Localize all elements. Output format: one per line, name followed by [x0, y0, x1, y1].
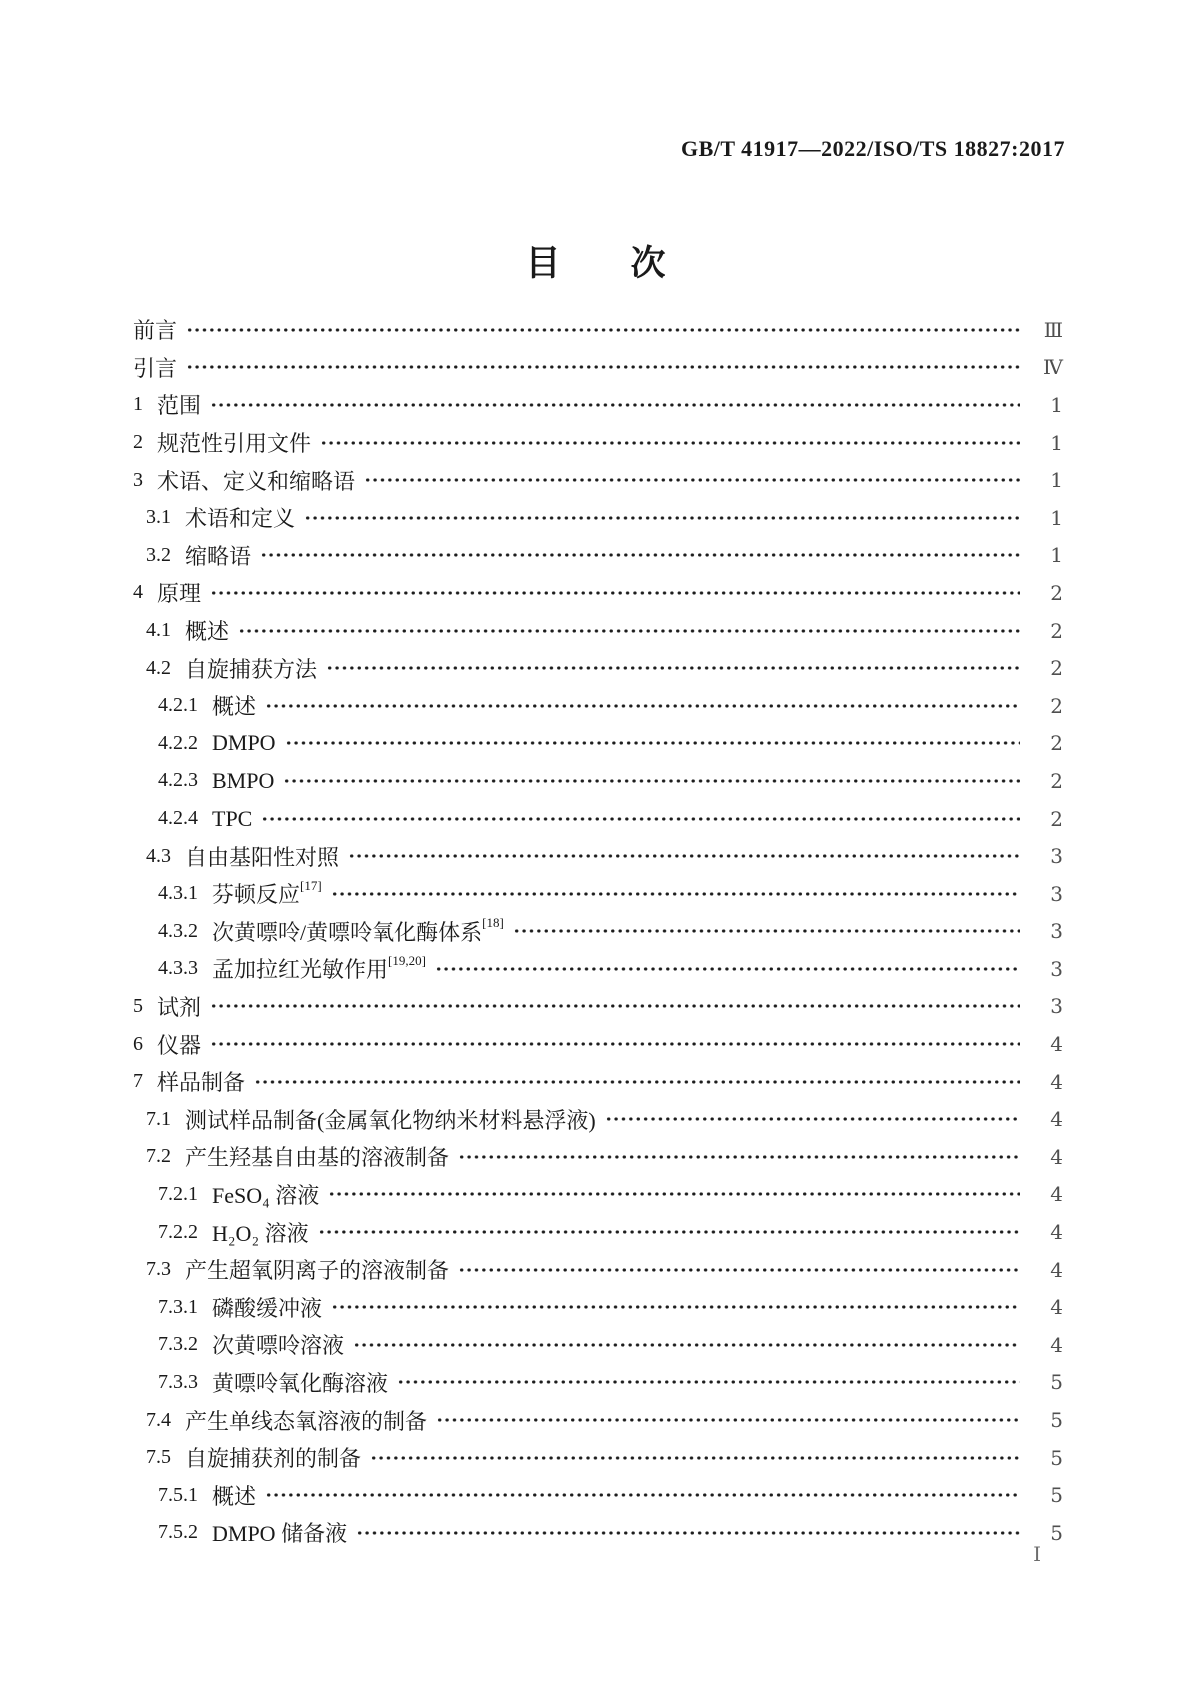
toc-entry-label: 规范性引用文件 — [157, 431, 312, 457]
toc-entry-number: 7.3 — [146, 1258, 171, 1281]
dot-leader — [254, 1079, 1020, 1085]
toc-entry-page: 2 — [1050, 731, 1063, 756]
dot-leader — [328, 1191, 1020, 1197]
toc-entry-number: 4.1 — [146, 619, 171, 642]
dot-leader — [364, 477, 1020, 483]
dot-leader — [210, 1003, 1020, 1009]
toc-entry — [133, 800, 1063, 838]
toc-entry-label: 自旋捕获剂的制备 — [185, 1446, 362, 1472]
footer-page-number: Ⅰ — [1033, 1542, 1041, 1566]
toc-entry-label: 前言 — [133, 318, 178, 344]
dot-leader — [210, 590, 1020, 596]
toc-entry-label: 产生单线态氧溶液的制备 — [185, 1408, 428, 1434]
dot-leader — [260, 552, 1020, 558]
toc-entry-label: 术语、定义和缩略语 — [157, 468, 356, 494]
toc-entry — [133, 762, 1063, 800]
toc-entry — [133, 687, 1063, 725]
toc-entry-label: 黄嘌呤氧化酶溶液 — [212, 1370, 389, 1396]
toc-entry-number: 7.5 — [146, 1446, 171, 1469]
toc-entry-number: 2 — [133, 431, 143, 454]
dot-leader — [320, 440, 1020, 446]
toc-entry-page: 4 — [1050, 1182, 1063, 1207]
toc-entry-number: 4.2.2 — [158, 731, 198, 754]
dot-leader — [238, 628, 1020, 634]
toc-entry-number: 4.3.3 — [158, 957, 198, 980]
dot-leader — [186, 364, 1020, 370]
toc-entry-page: 5 — [1050, 1483, 1063, 1508]
toc-entry-label: 样品制备 — [157, 1070, 246, 1096]
toc-entry — [133, 1364, 1063, 1402]
toc-entry-label: 次黄嘌呤/黄嘌呤氧化酶体系 — [212, 919, 483, 945]
page-title: 目 次 — [525, 244, 666, 283]
dot-leader — [436, 1417, 1020, 1423]
dot-leader — [285, 740, 1020, 746]
toc-entry-label: 引言 — [133, 355, 178, 381]
toc-entry-number: 7.5.1 — [158, 1483, 198, 1506]
toc-entry — [133, 649, 1063, 687]
toc-entry — [133, 499, 1063, 537]
toc-entry-label: 测试样品制备(金属氧化物纳米材料悬浮液) — [185, 1107, 596, 1133]
toc-entry-number: 4.3 — [146, 844, 171, 867]
toc-entry-label: 概述 — [212, 1483, 257, 1509]
toc-entry — [133, 1138, 1063, 1176]
toc-entry-page: 2 — [1050, 618, 1063, 643]
toc-entry-page: 3 — [1050, 919, 1063, 944]
toc-entry — [133, 424, 1063, 462]
dot-leader — [210, 402, 1020, 408]
toc-entry — [133, 1213, 1063, 1251]
toc-entry-label: 概述 — [212, 694, 257, 720]
toc-entry-label: 产生超氧阴离子的溶液制备 — [185, 1258, 450, 1284]
toc-entry-number: 4.2.3 — [158, 769, 198, 792]
doc-number: GB/T 41917—2022/ISO/TS 18827:2017 — [680, 136, 1065, 161]
toc-entry-label: 产生羟基自由基的溶液制备 — [185, 1145, 450, 1171]
toc-entry — [133, 913, 1063, 951]
toc-entry-number: 7.5.2 — [158, 1521, 198, 1544]
toc-entry-label: 术语和定义 — [185, 506, 296, 532]
toc-entry-page: 3 — [1050, 881, 1063, 906]
toc-entry-label: 次黄嘌呤溶液 — [212, 1333, 345, 1359]
toc-entry-page: 5 — [1050, 1370, 1063, 1395]
toc-entry-number: 7.2.2 — [158, 1220, 198, 1243]
toc-entry — [133, 1063, 1063, 1101]
dot-leader — [513, 928, 1020, 934]
toc-entry-label: 原理 — [157, 581, 202, 607]
toc-entry — [133, 875, 1063, 913]
toc-entry-page: 4 — [1050, 1220, 1063, 1245]
toc-entry-page: 1 — [1050, 505, 1063, 530]
toc-entry-page: Ⅲ — [1043, 317, 1063, 342]
toc-entry — [133, 1439, 1063, 1477]
toc-entry-superscript: [19,20] — [388, 952, 426, 968]
toc-entry-label: H₂O₂ 溶液 — [212, 1220, 309, 1246]
toc-entry-page: 2 — [1050, 656, 1063, 681]
toc-entry — [133, 349, 1063, 387]
toc-entry-number: 1 — [133, 393, 143, 416]
toc-entry — [133, 537, 1063, 575]
dot-leader — [210, 1041, 1020, 1047]
toc-entry-page: 2 — [1050, 806, 1063, 831]
toc-entry-page: 4 — [1050, 1332, 1063, 1357]
toc-entry-number: 5 — [133, 994, 143, 1017]
toc-entry-label: 磷酸缓冲液 — [212, 1295, 323, 1321]
toc-entry-superscript: [18] — [482, 915, 504, 931]
toc-entry-page: 4 — [1050, 1069, 1063, 1094]
toc-entry-number: 3 — [133, 468, 143, 491]
toc-entry-label: 自旋捕获方法 — [185, 656, 318, 682]
toc-entry-page: 5 — [1050, 1445, 1063, 1470]
dot-leader — [331, 1304, 1020, 1310]
toc-entry-label: 自由基阳性对照 — [185, 844, 340, 870]
dot-leader — [458, 1267, 1020, 1273]
toc-entry-number: 4 — [133, 581, 143, 604]
toc-entry-number: 4.2.4 — [158, 807, 198, 830]
toc-entry-label: 概述 — [185, 619, 230, 645]
toc-entry — [133, 1288, 1063, 1326]
dot-leader — [331, 891, 1020, 897]
toc-entry-number: 7.3.3 — [158, 1370, 198, 1393]
toc-entry — [133, 725, 1063, 763]
toc-entry — [133, 1514, 1063, 1552]
toc-entry — [133, 1401, 1063, 1439]
toc-list — [133, 311, 1063, 1552]
toc-entry-page: 4 — [1050, 1032, 1063, 1057]
dot-leader — [605, 1116, 1020, 1122]
toc-entry-number: 7.3.1 — [158, 1295, 198, 1318]
toc-entry-number: 7.2.1 — [158, 1182, 198, 1205]
toc-entry — [133, 461, 1063, 499]
toc-entry-page: Ⅳ — [1043, 355, 1063, 380]
toc-entry-page: 1 — [1050, 543, 1063, 568]
dot-leader — [353, 1342, 1020, 1348]
dot-leader — [370, 1455, 1020, 1461]
toc-entry — [133, 950, 1063, 988]
dot-leader — [356, 1530, 1020, 1536]
dot-leader — [348, 853, 1020, 859]
toc-entry-label: 缩略语 — [185, 543, 252, 569]
dot-leader — [318, 1229, 1020, 1235]
toc-entry-page: 1 — [1050, 392, 1063, 417]
toc-entry-page: 2 — [1050, 693, 1063, 718]
toc-entry-page: 4 — [1050, 1257, 1063, 1282]
toc-entry-label: DMPO 储备液 — [212, 1521, 348, 1547]
toc-entry-page: 5 — [1050, 1408, 1063, 1433]
toc-entry-number: 7.4 — [146, 1408, 171, 1431]
toc-entry-number: 6 — [133, 1032, 143, 1055]
toc-entry-page: 3 — [1050, 956, 1063, 981]
dot-leader — [458, 1154, 1020, 1160]
toc-entry-label: 芬顿反应 — [212, 882, 301, 908]
toc-entry-number: 7.2 — [146, 1145, 171, 1168]
toc-entry-page: 2 — [1050, 580, 1063, 605]
toc-entry — [133, 1100, 1063, 1138]
toc-entry-number: 4.2.1 — [158, 694, 198, 717]
toc-entry-number: 7.1 — [146, 1107, 171, 1130]
toc-entry — [133, 1251, 1063, 1289]
toc-entry — [133, 1025, 1063, 1063]
toc-entry — [133, 837, 1063, 875]
toc-entry — [133, 574, 1063, 612]
toc-entry-label: 范围 — [157, 393, 202, 419]
toc-entry-page: 4 — [1050, 1144, 1063, 1169]
dot-leader — [265, 1492, 1020, 1498]
dot-leader — [397, 1379, 1020, 1385]
toc-entry-page: 5 — [1050, 1520, 1063, 1545]
dot-leader — [326, 665, 1020, 671]
toc-entry-label: 孟加拉红光敏作用 — [212, 957, 389, 983]
toc-entry-page: 1 — [1050, 468, 1063, 493]
toc-entry-number: 7 — [133, 1070, 143, 1093]
dot-leader — [304, 515, 1020, 521]
toc-entry-number: 7.3.2 — [158, 1333, 198, 1356]
toc-entry-superscript: [17] — [300, 877, 322, 893]
toc-entry-label: DMPO — [212, 730, 276, 756]
dot-leader — [265, 703, 1020, 709]
dot-leader — [261, 816, 1020, 822]
toc-entry-label: 仪器 — [157, 1032, 202, 1058]
toc-entry — [133, 386, 1063, 424]
toc-entry — [133, 612, 1063, 650]
toc-entry-page: 4 — [1050, 1107, 1063, 1132]
toc-entry-label: TPC — [212, 805, 253, 831]
toc-entry-label: 试剂 — [157, 994, 202, 1020]
toc-entry-number: 4.2 — [146, 656, 171, 679]
toc-entry — [133, 311, 1063, 349]
toc-entry — [133, 1176, 1063, 1214]
toc-entry-label: FeSO₄ 溶液 — [212, 1182, 320, 1208]
dot-leader — [435, 966, 1020, 972]
toc-entry-number: 4.3.1 — [158, 882, 198, 905]
dot-leader — [186, 327, 1020, 333]
toc-entry-page: 2 — [1050, 768, 1063, 793]
toc-entry-page: 1 — [1050, 430, 1063, 455]
toc-entry-page: 3 — [1050, 844, 1063, 869]
toc-entry-label: BMPO — [212, 767, 275, 793]
toc-entry-page: 3 — [1050, 994, 1063, 1019]
toc-entry-number: 3.1 — [146, 506, 171, 529]
toc-entry-page: 4 — [1050, 1295, 1063, 1320]
toc-entry — [133, 1476, 1063, 1514]
dot-leader — [283, 778, 1020, 784]
toc-entry-number: 4.3.2 — [158, 919, 198, 942]
toc-entry — [133, 1326, 1063, 1364]
toc-entry — [133, 988, 1063, 1026]
toc-entry-number: 3.2 — [146, 543, 171, 566]
